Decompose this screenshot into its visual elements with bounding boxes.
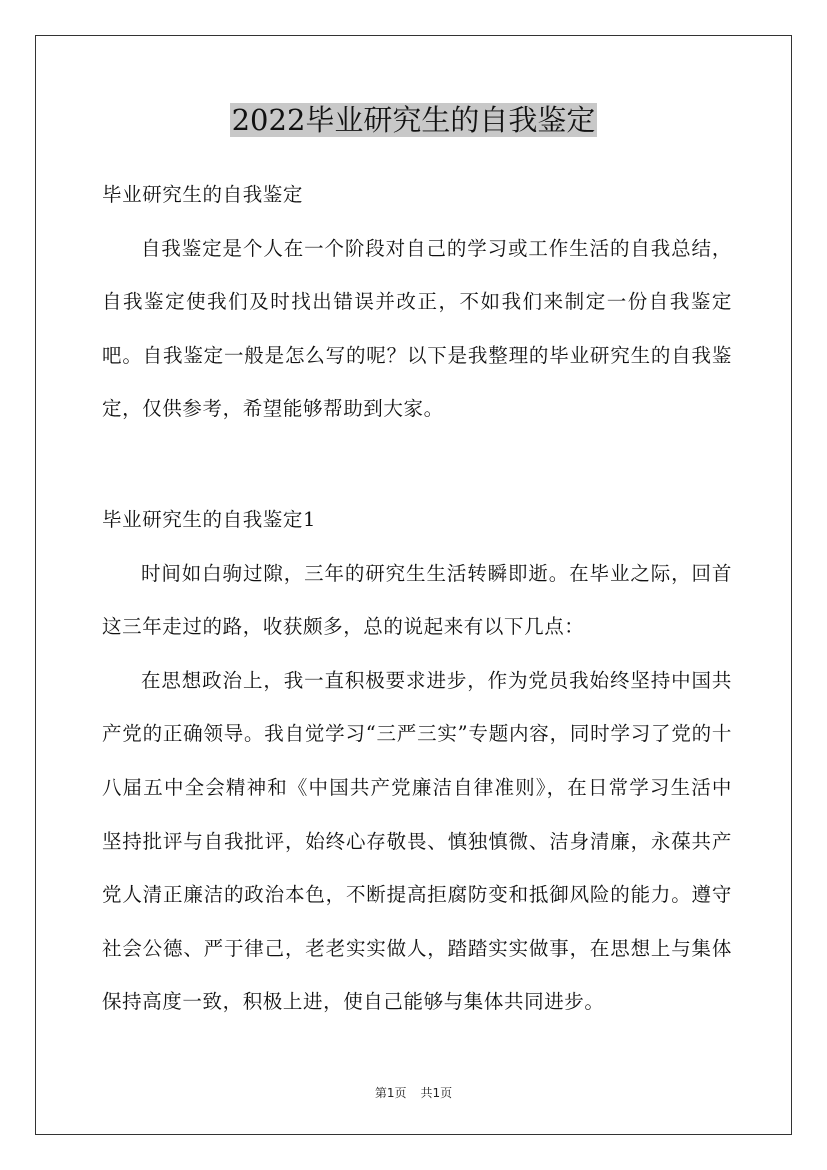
section-1-paragraph-2: 在思想政治上，我一直积极要求进步，作为党员我始终坚持中国共产党的正确领导。我自觉学习“三严三实”专题内容，同时学习了党的十八届五中全会精神和《中国共产党廉洁自律准则》，在日常学习生活中坚持批评与自我批评，始终心存敬畏、慎独慎微、洁身清廉，永葆共产党人清正廉洁的政治本色，不断提高拒腐防变和抵御风险的能力。遵守社会公德、严于律己，老老实实做人，踏踏实实做事，在思想上与集体保持高度一致，积极上进，使自己能够与集体共同进步。 bbox=[102, 668, 732, 1014]
section-1 bbox=[102, 493, 732, 1029]
page-footer bbox=[0, 1084, 827, 1101]
current-page-label: 第1页 bbox=[374, 1086, 407, 1100]
document-title bbox=[0, 100, 827, 140]
section-1-heading: 毕业研究生的自我鉴定1 bbox=[102, 508, 317, 531]
document-title-text: 2022毕业研究生的自我鉴定 bbox=[231, 103, 596, 137]
section-1-paragraph-1: 时间如白驹过隙，三年的研究生生活转瞬即逝。在毕业之际，回首这三年走过的路，收获颇多，总的说起来有以下几点： bbox=[102, 561, 732, 639]
intro-section bbox=[102, 168, 732, 436]
intro-heading: 毕业研究生的自我鉴定 bbox=[102, 183, 304, 206]
intro-paragraph: 自我鉴定是个人在一个阶段对自己的学习或工作生活的自我总结，自我鉴定使我们及时找出错误并改正，不如我们来制定一份自我鉴定吧。自我鉴定一般是怎么写的呢？以下是我整理的毕业研究生的自我鉴定，仅供参考，希望能够帮助到大家。 bbox=[102, 236, 732, 421]
total-pages-label: 共1页 bbox=[420, 1086, 453, 1100]
